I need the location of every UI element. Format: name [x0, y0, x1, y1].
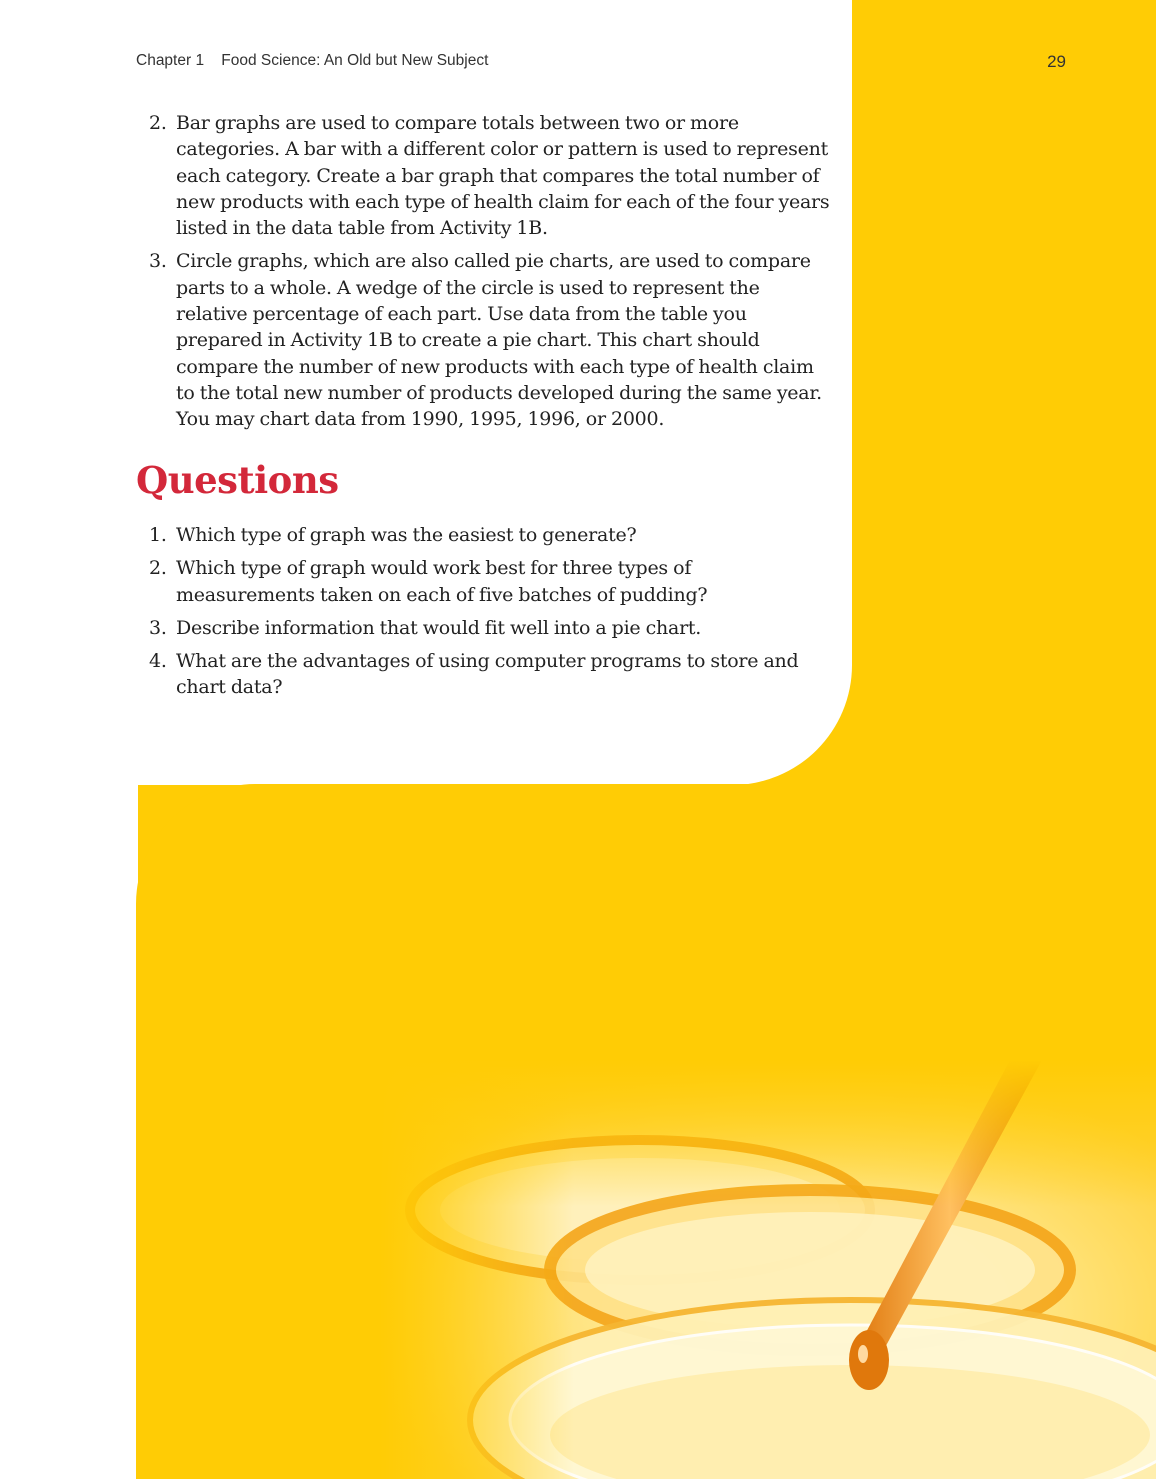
list-item: [140, 615, 830, 641]
item-number: 1.: [149, 524, 167, 546]
list-item: [140, 522, 830, 548]
page-number: 29: [1047, 52, 1066, 71]
list-item: [140, 110, 830, 241]
question-list: [140, 522, 830, 708]
list-item: [140, 248, 830, 432]
item-number: 4.: [149, 650, 167, 673]
item-text: What are the advantages of using computer programs to store and chart data?: [176, 650, 799, 699]
item-text: Circle graphs, which are also called pie charts, are used to compare parts to a whole. A wedge of the circle is used to represent the relative percentage of each part. Use data from the table you prepared in Activity 1B to create a pie chart. This chart should compare the number of new products with each type of health claim to the total new number of products developed during the same year. You may chart data from 1990, 1995, 1996, or 2000.: [176, 250, 822, 431]
paper-left: [0, 700, 138, 1479]
item-number: 2.: [149, 557, 167, 580]
item-text: Which type of graph was the easiest to generate?: [176, 524, 637, 546]
item-number: 2.: [149, 112, 167, 134]
item-text: Describe information that would fit well into a pie chart.: [176, 616, 702, 639]
item-number: 3.: [149, 616, 167, 639]
item-number: 3.: [149, 250, 167, 273]
list-item: [140, 648, 830, 701]
chapter-title: Chapter 1 Food Science: An Old but New Subject: [136, 52, 489, 69]
section-title: Questions: [136, 458, 339, 502]
item-text: Bar graphs are used to compare totals between two or more categories. A bar with a different color or pattern is used to represent each category. Create a bar graph that compares the total number of new products with each type of health claim for each of the four years listed in the data table from Activity 1B.: [176, 112, 830, 240]
item-text: Which type of graph would work best for three types of measurements taken on each of five batches of pudding?: [176, 557, 708, 606]
pipette-petri-dish-photo: [380, 1060, 1156, 1479]
list-item: [140, 555, 830, 608]
activity-steps: [140, 110, 830, 440]
